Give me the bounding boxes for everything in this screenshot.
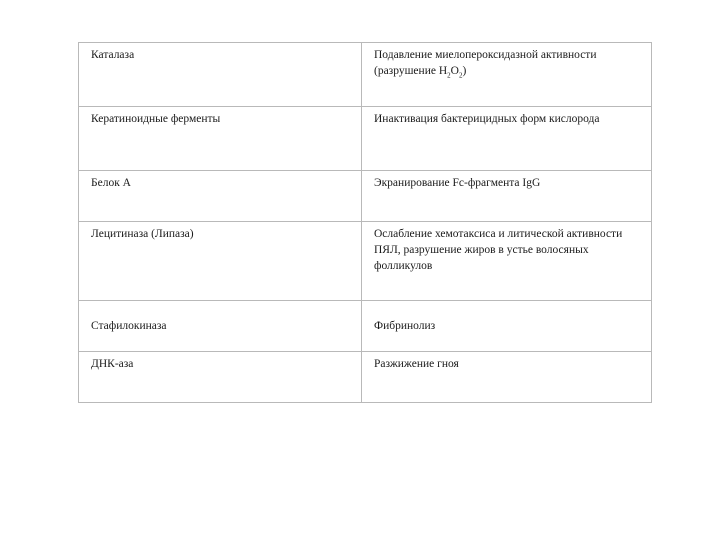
subscript: 2 — [458, 71, 463, 80]
action-cell: Ослабление хемотаксиса и литической активности ПЯЛ, разрушение жиров в устье волосяных фолликулов — [362, 222, 652, 301]
factor-cell: ДНК-аза — [79, 352, 362, 403]
action-text: О — [450, 65, 459, 77]
action-cell: Экранирование Fc-фрагмента IgG — [362, 171, 652, 222]
action-text: ) — [462, 65, 467, 77]
action-cell: Инактивация бактерицидных форм кислорода — [362, 107, 652, 171]
factor-cell: Лецитиназа (Липаза) — [79, 222, 362, 301]
subscript: 2 — [447, 71, 451, 80]
factor-cell: Кератиноидные ферменты — [79, 107, 362, 171]
table-row — [79, 352, 652, 403]
action-text: Подавление миелопероксидазной активности (разрушение Н — [374, 49, 597, 77]
action-cell: Разжижение гноя — [362, 352, 652, 403]
factor-cell: Стафилокиназа — [79, 301, 362, 352]
action-cell — [362, 43, 652, 107]
enzymes-table — [78, 42, 652, 403]
table-row — [79, 107, 652, 171]
action-cell: Фибринолиз — [362, 301, 652, 352]
table-row — [79, 171, 652, 222]
table-row — [79, 222, 652, 301]
table-row — [79, 43, 652, 107]
table-row — [79, 301, 652, 352]
factor-cell: Белок А — [79, 171, 362, 222]
factor-cell: Каталаза — [79, 43, 362, 107]
